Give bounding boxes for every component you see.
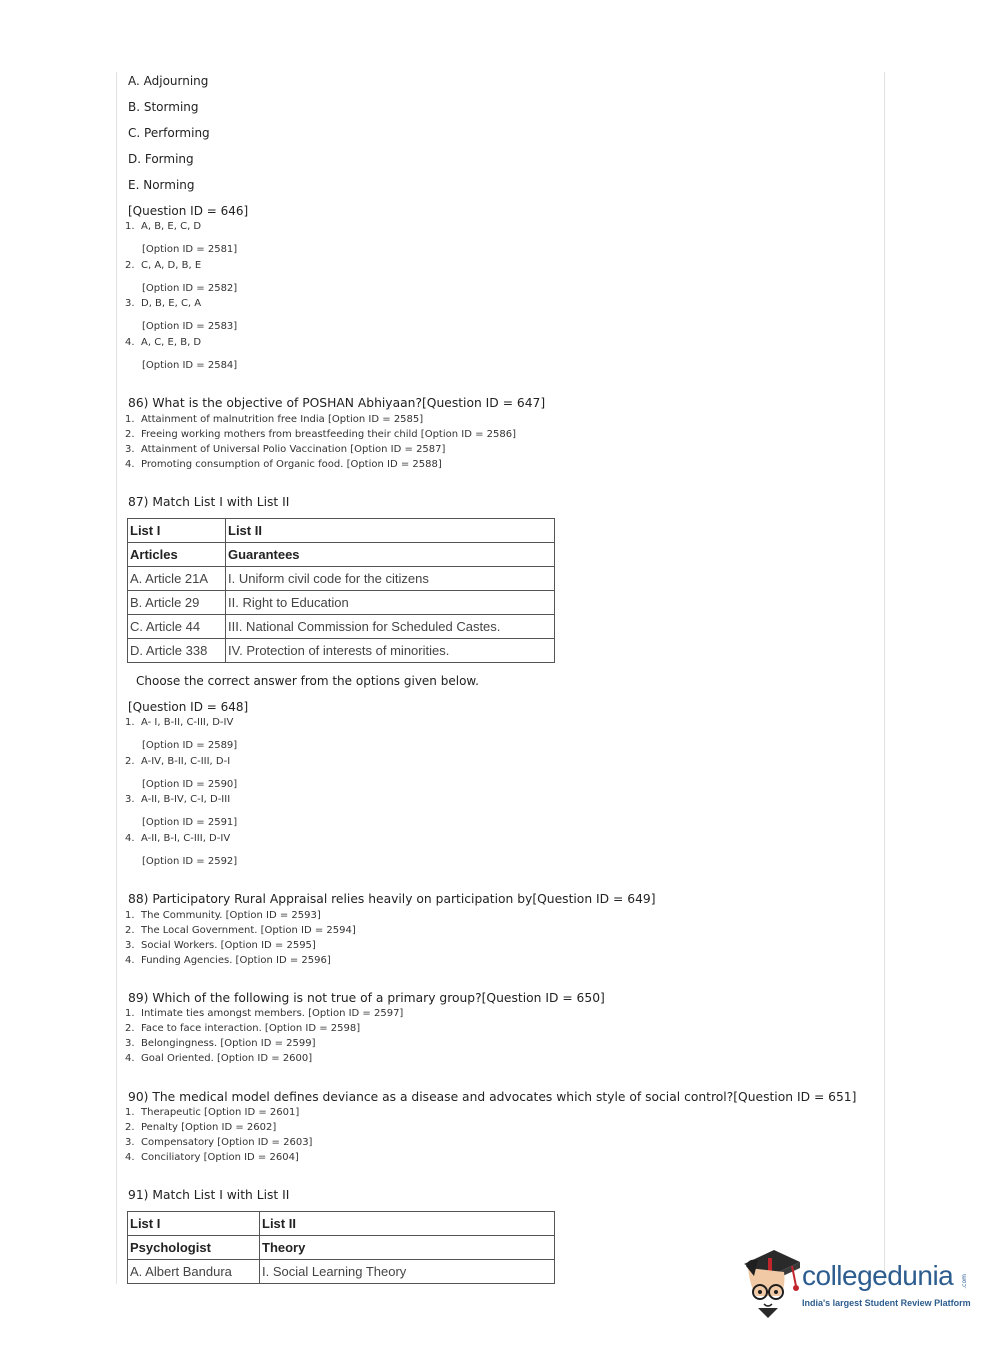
table-cell: III. National Commission for Scheduled Castes. <box>226 615 555 639</box>
table-cell: II. Right to Education <box>226 591 555 615</box>
statement-e: E. Norming <box>128 178 195 192</box>
logo-wordmark: collegedunia <box>802 1260 954 1291</box>
match-table-91 <box>127 1211 555 1284</box>
q86-option-1: 1. Attainment of malnutrition free India [Option ID = 2585] <box>125 414 424 425</box>
q86-option-4: 4. Promoting consumption of Organic food. [Option ID = 2588] <box>125 459 442 470</box>
table-row <box>128 1260 555 1284</box>
q85-option-1: 1. A, B, E, C, D <box>125 221 202 232</box>
statement-d: D. Forming <box>128 152 194 166</box>
q86-option-3: 3. Attainment of Universal Polio Vaccination [Option ID = 2587] <box>125 444 446 455</box>
choose-instruction: Choose the correct answer from the options given below. <box>136 674 479 688</box>
q86-option-2: 2. Freeing working mothers from breastfeeding their child [Option ID = 2586] <box>125 429 516 440</box>
q87-option-3-id: [Option ID = 2591] <box>142 817 238 828</box>
q89-option-1: 1. Intimate ties amongst members. [Option ID = 2597] <box>125 1008 404 1019</box>
table-cell: List II <box>260 1212 555 1236</box>
table-cell: A. Article 21A <box>128 567 226 591</box>
question-id-646: [Question ID = 646] <box>128 204 249 218</box>
logo-tagline: India's largest Student Review Platform <box>802 1298 971 1308</box>
q87-option-4: 4. A-II, B-I, C-III, D-IV <box>125 833 231 844</box>
q88-option-4: 4. Funding Agencies. [Option ID = 2596] <box>125 955 331 966</box>
q87-option-2: 2. A-IV, B-II, C-III, D-I <box>125 756 231 767</box>
collegedunia-logo[interactable] <box>740 1246 980 1326</box>
q88-option-1: 1. The Community. [Option ID = 2593] <box>125 910 321 921</box>
q89-option-2: 2. Face to face interaction. [Option ID = 2598] <box>125 1023 361 1034</box>
q89-option-4: 4. Goal Oriented. [Option ID = 2600] <box>125 1053 313 1064</box>
table-cell: Guarantees <box>226 543 555 567</box>
q85-option-1-id: [Option ID = 2581] <box>142 244 238 255</box>
table-cell: C. Article 44 <box>128 615 226 639</box>
table-cell: I. Social Learning Theory <box>260 1260 555 1284</box>
question-89-heading: 89) Which of the following is not true of a primary group?[Question ID = 650] <box>128 991 605 1005</box>
table-row <box>128 615 555 639</box>
table-cell: Articles <box>128 543 226 567</box>
question-86-heading: 86) What is the objective of POSHAN Abhiyaan?[Question ID = 647] <box>128 396 546 410</box>
question-90-heading: 90) The medical model defines deviance as a disease and advocates which style of social control?[Question ID = 651] <box>128 1090 857 1104</box>
q88-option-2: 2. The Local Government. [Option ID = 2594] <box>125 925 356 936</box>
table-cell: List I <box>128 519 226 543</box>
q85-option-3-id: [Option ID = 2583] <box>142 321 238 332</box>
q88-option-3: 3. Social Workers. [Option ID = 2595] <box>125 940 316 951</box>
q90-option-4: 4. Conciliatory [Option ID = 2604] <box>125 1152 299 1163</box>
q90-option-3: 3. Compensatory [Option ID = 2603] <box>125 1137 313 1148</box>
q87-option-3: 3. A-II, B-IV, C-I, D-III <box>125 794 231 805</box>
q85-option-4-id: [Option ID = 2584] <box>142 360 238 371</box>
table-row <box>128 639 555 663</box>
q89-option-3: 3. Belongingness. [Option ID = 2599] <box>125 1038 316 1049</box>
table-cell: Psychologist <box>128 1236 260 1260</box>
table-cell: IV. Protection of interests of minorities. <box>226 639 555 663</box>
statement-c: C. Performing <box>128 126 210 140</box>
q85-option-4: 4. A, C, E, B, D <box>125 337 202 348</box>
table-header-row <box>128 519 555 543</box>
table-cell: D. Article 338 <box>128 639 226 663</box>
question-88-heading: 88) Participatory Rural Appraisal relies heavily on participation by[Question ID = 649] <box>128 892 656 906</box>
table-header-row <box>128 1236 555 1260</box>
q85-option-2: 2. C, A, D, B, E <box>125 260 202 271</box>
table-cell: B. Article 29 <box>128 591 226 615</box>
q90-option-1: 1. Therapeutic [Option ID = 2601] <box>125 1107 300 1118</box>
q87-option-1: 1. A- I, B-II, C-III, D-IV <box>125 717 234 728</box>
q85-option-2-id: [Option ID = 2582] <box>142 283 238 294</box>
table-header-row <box>128 543 555 567</box>
logo-domain-suffix: .com <box>961 1274 968 1289</box>
q87-option-2-id: [Option ID = 2590] <box>142 779 238 790</box>
question-87-heading: 87) Match List I with List II <box>128 495 290 509</box>
q90-option-2: 2. Penalty [Option ID = 2602] <box>125 1122 277 1133</box>
q87-option-4-id: [Option ID = 2592] <box>142 856 238 867</box>
q87-option-1-id: [Option ID = 2589] <box>142 740 238 751</box>
table-cell: List I <box>128 1212 260 1236</box>
table-cell: List II <box>226 519 555 543</box>
table-row <box>128 591 555 615</box>
table-header-row <box>128 1212 555 1236</box>
table-cell: A. Albert Bandura <box>128 1260 260 1284</box>
mascot-icon <box>740 1246 802 1322</box>
match-table-87 <box>127 518 555 663</box>
question-id-648: [Question ID = 648] <box>128 700 249 714</box>
table-cell: Theory <box>260 1236 555 1260</box>
table-row <box>128 567 555 591</box>
question-91-heading: 91) Match List I with List II <box>128 1188 290 1202</box>
table-cell: I. Uniform civil code for the citizens <box>226 567 555 591</box>
statement-b: B. Storming <box>128 100 199 114</box>
q85-option-3: 3. D, B, E, C, A <box>125 298 202 309</box>
statement-a: A. Adjourning <box>128 74 209 88</box>
